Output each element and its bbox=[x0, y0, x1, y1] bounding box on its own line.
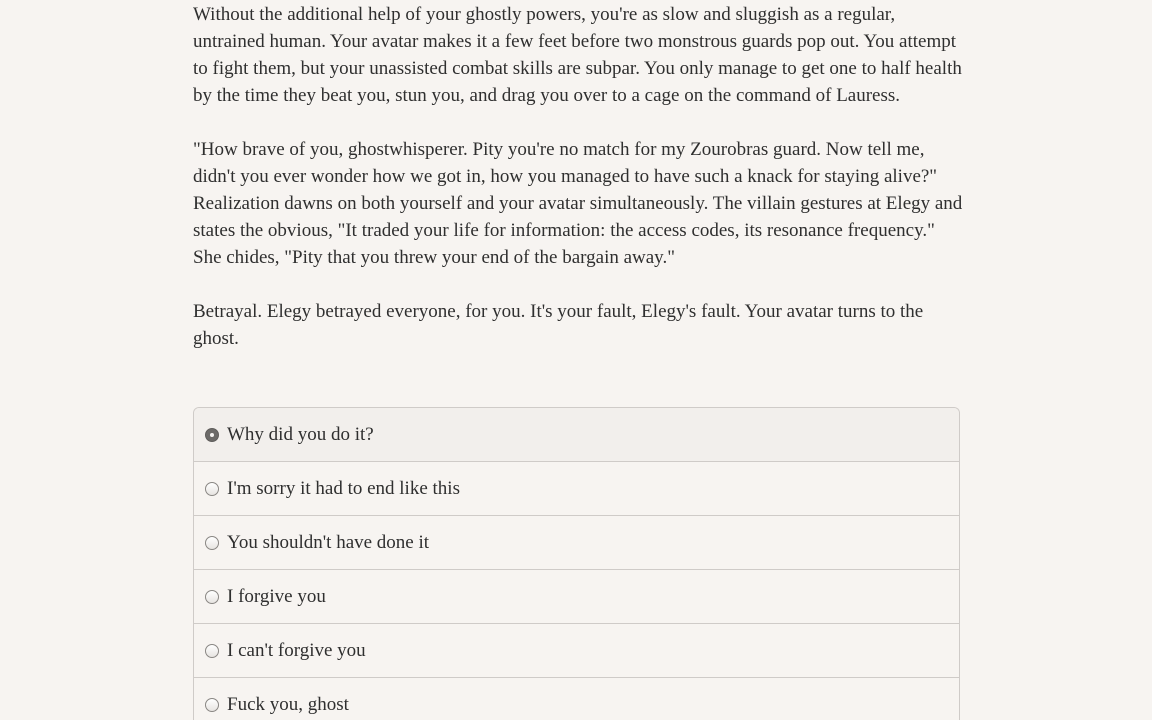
choice-label: I'm sorry it had to end like this bbox=[227, 477, 460, 499]
choice-label: You shouldn't have done it bbox=[227, 531, 430, 553]
radio-icon[interactable] bbox=[205, 698, 219, 712]
choice-label: I forgive you bbox=[227, 585, 326, 607]
choice-option-im-sorry[interactable] bbox=[194, 462, 959, 516]
radio-icon[interactable] bbox=[205, 590, 219, 604]
choice-label: Fuck you, ghost bbox=[227, 693, 349, 715]
radio-selected-icon[interactable] bbox=[205, 428, 219, 442]
choice-option-i-forgive-you[interactable] bbox=[194, 570, 959, 624]
choice-option-why-did-you-do-it[interactable] bbox=[194, 408, 959, 462]
story-paragraph: Betrayal. Elegy betrayed everyone, for you. It's your fault, Elegy's fault. Your avatar turns to the ghost. bbox=[193, 301, 924, 349]
choice-label: Why did you do it? bbox=[227, 423, 374, 445]
radio-icon[interactable] bbox=[205, 536, 219, 550]
story-paragraph: Without the additional help of your ghostly powers, you're as slow and sluggish as a regular, untrained human. Your avatar makes it a few feet before two monstrous guards pop out. You attempt to fight them, but your unassisted combat skills are subpar. You only manage to get one to half health by the time they beat you, stun you, and drag you over to a cage on the command of Lauress. bbox=[193, 4, 962, 106]
story-text bbox=[193, 1, 963, 379]
radio-icon[interactable] bbox=[205, 482, 219, 496]
choice-option-fuck-you-ghost[interactable] bbox=[194, 678, 959, 720]
radio-icon[interactable] bbox=[205, 644, 219, 658]
choice-list bbox=[193, 407, 960, 720]
choice-option-i-cant-forgive-you[interactable] bbox=[194, 624, 959, 678]
choice-option-you-shouldnt-have[interactable] bbox=[194, 516, 959, 570]
story-paragraph: "How brave of you, ghostwhisperer. Pity you're no match for my Zourobras guard. Now tell me, didn't you ever wonder how we got in, how you managed to have such a knack for staying alive?" Realization dawns on both yourself and your avatar simultaneously. The villain gestures at Elegy and states the obvious, "It traded your life for information: the access codes, its resonance frequency." She chides, "Pity that you threw your end of the bargain away." bbox=[193, 139, 963, 268]
choice-label: I can't forgive you bbox=[227, 639, 366, 661]
